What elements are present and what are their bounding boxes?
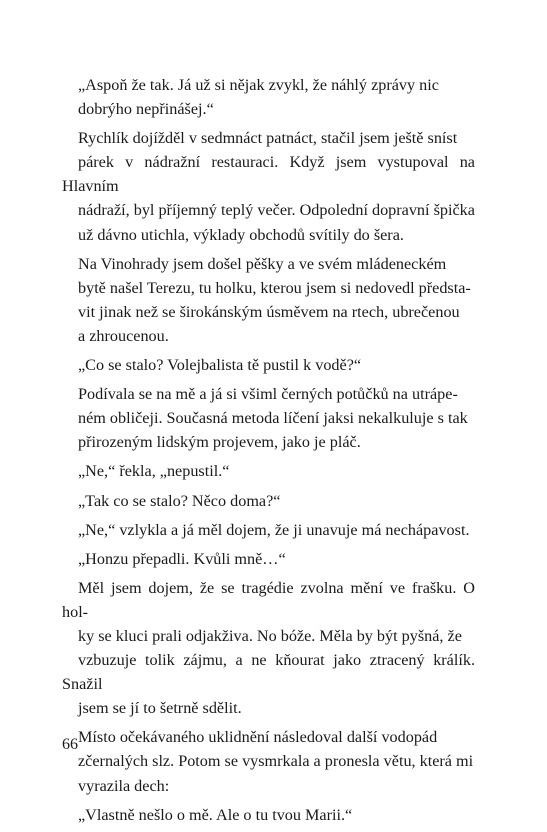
text-line: nádraží, byl příjemný teplý večer. Odpolední dopravní špička [78,201,475,220]
page-number: 66 [62,736,78,753]
body-text [62,73,475,832]
paragraph [62,518,475,542]
text-line: Na Vinohrady jsem došel pěšky a ve svém mládeneckém [78,254,447,273]
paragraph [62,126,475,246]
paragraph [62,252,475,348]
paragraph [62,547,475,571]
text-line: vit jinak než se širokánským úsměvem na rtech, ubrečenou [78,302,460,321]
text-line: vyrazila dech: [78,776,170,795]
paragraph [62,459,475,483]
text-line: „Vlastně nešlo o mě. Ale o tu tvou Marii.“ [78,805,353,824]
text-line: Měl jsem dojem, že se tragédie zvolna mění ve frašku. O hol- [62,578,475,621]
text-line: „Honzu přepadli. Kvůli mně…“ [78,549,286,568]
text-line: „Ne,“ vzlykla a já měl dojem, že ji unavuje má nechápavost. [78,520,470,539]
text-line: Rychlík dojížděl v sedmnáct patnáct, stačil jsem ještě sníst [78,129,458,148]
text-line: dobrýho nepřinášej.“ [78,100,214,119]
text-line: „Ne,“ řekla, „nepustil.“ [78,462,230,481]
paragraph [62,353,475,377]
paragraph [62,489,475,513]
paragraph [62,576,475,721]
text-line: zčernalých slz. Potom se vysmrkala a pronesla větu, která mi [78,752,474,771]
text-line: přirozeným lidským projevem, jako je pláč. [78,433,361,452]
text-line: párek v nádražní restauraci. Když jsem vystupoval na Hlavním [62,153,475,196]
text-line: „Aspoň že tak. Já už si nějak zvykl, že náhlý zprávy nic [78,76,439,94]
text-line: vzbuzuje tolik zájmu, a ne kňourat jako ztracený králík. Snažil [62,651,475,694]
text-line: ky se kluci prali odjakživa. No bóže. Měla by být pyšná, že [78,626,462,645]
text-line: a zhroucenou. [78,326,169,345]
paragraph [62,73,475,121]
text-line: už dávno utichla, výklady obchodů svítily do šera. [78,225,404,244]
text-line: „Tak co se stalo? Něco doma?“ [78,491,281,510]
paragraph [62,382,475,454]
paragraph [62,725,475,797]
text-line: „Co se stalo? Volejbalista tě pustil k vodě?“ [78,356,362,375]
text-line: jsem se jí to šetrně sdělit. [78,699,242,718]
text-line: bytě našel Terezu, tu holku, kterou jsem si nedovedl předsta- [78,278,471,297]
text-line: ném obličeji. Současná metoda líčení jaksi nekalkuluje s tak [78,409,468,428]
paragraph [62,803,475,827]
text-line: Podívala se na mě a já si všiml černých potůčků na utrápe- [78,385,458,404]
text-line: Místo očekávaného uklidnění následoval další vodopád [78,728,438,747]
